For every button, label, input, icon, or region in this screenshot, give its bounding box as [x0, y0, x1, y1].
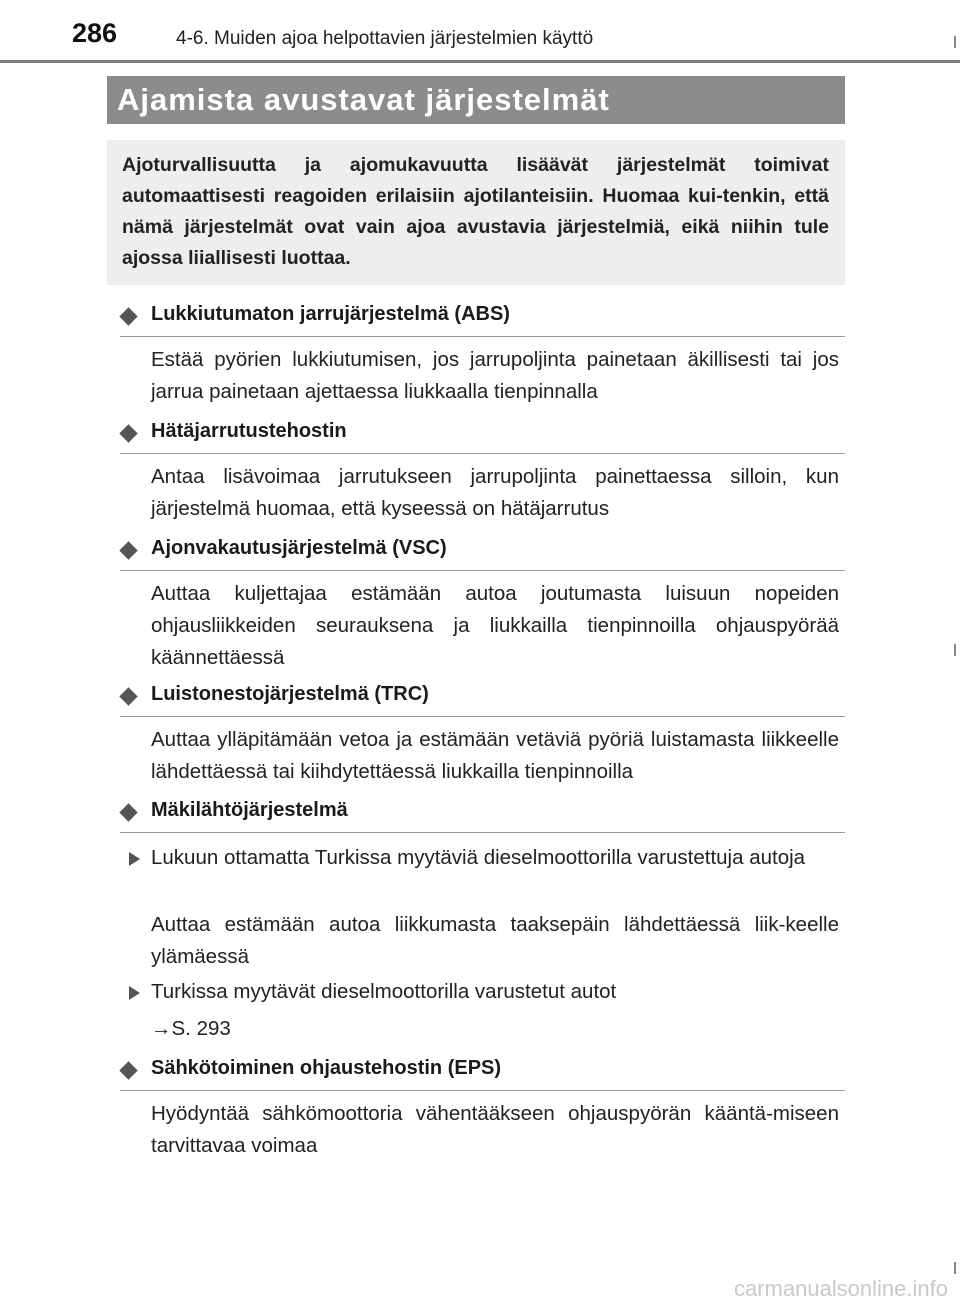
- section-vsc: [120, 537, 845, 571]
- section-title: Sähkötoiminen ohjaustehostin (EPS): [151, 1057, 502, 1079]
- section-title: Mäkilähtöjärjestelmä: [151, 799, 348, 821]
- header-rule: [0, 60, 960, 63]
- diamond-bullet-icon: [119, 541, 137, 559]
- section-text: Antaa lisävoimaa jarrutukseen jarrupoljinta painettaessa silloin, kun järjestelmä huomaa, että kyseessä on hätäjarrutus: [151, 465, 839, 520]
- edge-mark: [954, 644, 956, 656]
- section-text: Auttaa ylläpitämään vetoa ja estämään vetäviä pyöriä luistamasta liikkeelle lähdettäessä tai kiihdytettäessä liukkailla tienpinnoilla: [151, 728, 839, 783]
- section-abs: [120, 303, 845, 337]
- page-reference-link[interactable]: →S. 293: [151, 1017, 231, 1040]
- section-title: Luistonestojärjestelmä (TRC): [151, 683, 429, 705]
- section-heading: [120, 1057, 845, 1091]
- section-text: Auttaa estämään autoa liikkumasta taaksepäin lähdettäessä liik-keelle ylämäessä: [151, 913, 839, 968]
- diamond-bullet-icon: [119, 307, 137, 325]
- sub-item-label: Turkissa myytävät dieselmoottorilla varustetut autot: [151, 980, 617, 1003]
- diamond-bullet-icon: [119, 803, 137, 821]
- sub-item-label: Lukuun ottamatta Turkissa myytäviä dieselmoottorilla varustettuja autoja: [151, 846, 806, 869]
- diamond-bullet-icon: [119, 1061, 137, 1079]
- section-eps: [120, 1057, 845, 1091]
- intro-text: Ajoturvallisuutta ja ajomukavuutta lisäävät järjestelmät toimivat automaattisesti reagoiden erilaisiin ajotilanteisiin. Huomaa kui-tenkin, että nämä järjestelmät ovat vain ajoa avustavia järjestelmiä, eikä niihin tule ajossa liiallisesti luottaa.: [122, 154, 829, 269]
- page-number: 286: [72, 18, 118, 48]
- section-hill-start: [120, 799, 845, 833]
- section-text: Hyödyntää sähkömoottoria vähentääkseen ohjauspyörän kääntä-miseen tarvittavaa voimaa: [151, 1102, 839, 1157]
- edge-mark: [954, 1262, 956, 1274]
- section-title-bar: [107, 76, 845, 124]
- diamond-bullet-icon: [119, 424, 137, 442]
- section-title: Lukkiutumaton jarrujärjestelmä (ABS): [151, 303, 510, 325]
- watermark: carmanualsonline.info: [733, 1276, 948, 1301]
- section-title: Hätäjarrutustehostin: [151, 420, 347, 442]
- section-heading: [120, 799, 845, 833]
- section-brake-assist: [120, 420, 845, 454]
- edge-mark: [954, 36, 956, 48]
- page-title: Ajamista avustavat järjestelmät: [117, 82, 610, 117]
- section-text: Auttaa kuljettajaa estämään autoa joutumasta luisuun nopeiden ohjausliikkeiden seurauksena ja liukkailla tienpinnoilla ohjauspyörää käännettäessä: [151, 582, 839, 669]
- section-heading: [120, 537, 845, 571]
- section-heading: [120, 303, 845, 337]
- section-heading: [120, 420, 845, 454]
- diamond-bullet-icon: [119, 687, 137, 705]
- chapter-title: 4-6. Muiden ajoa helpottavien järjestelmien käyttö: [176, 28, 594, 49]
- intro-box: [107, 140, 845, 285]
- section-title: Ajonvakautusjärjestelmä (VSC): [151, 537, 447, 559]
- section-heading: [120, 683, 845, 717]
- triangle-bullet-icon: [129, 986, 140, 1000]
- triangle-bullet-icon: [129, 852, 140, 866]
- section-text: Estää pyörien lukkiutumisen, jos jarrupoljinta painetaan äkillisesti tai jos jarrua painetaan ajettaessa liukkaalla tienpinnalla: [151, 348, 839, 403]
- section-trc: [120, 683, 845, 717]
